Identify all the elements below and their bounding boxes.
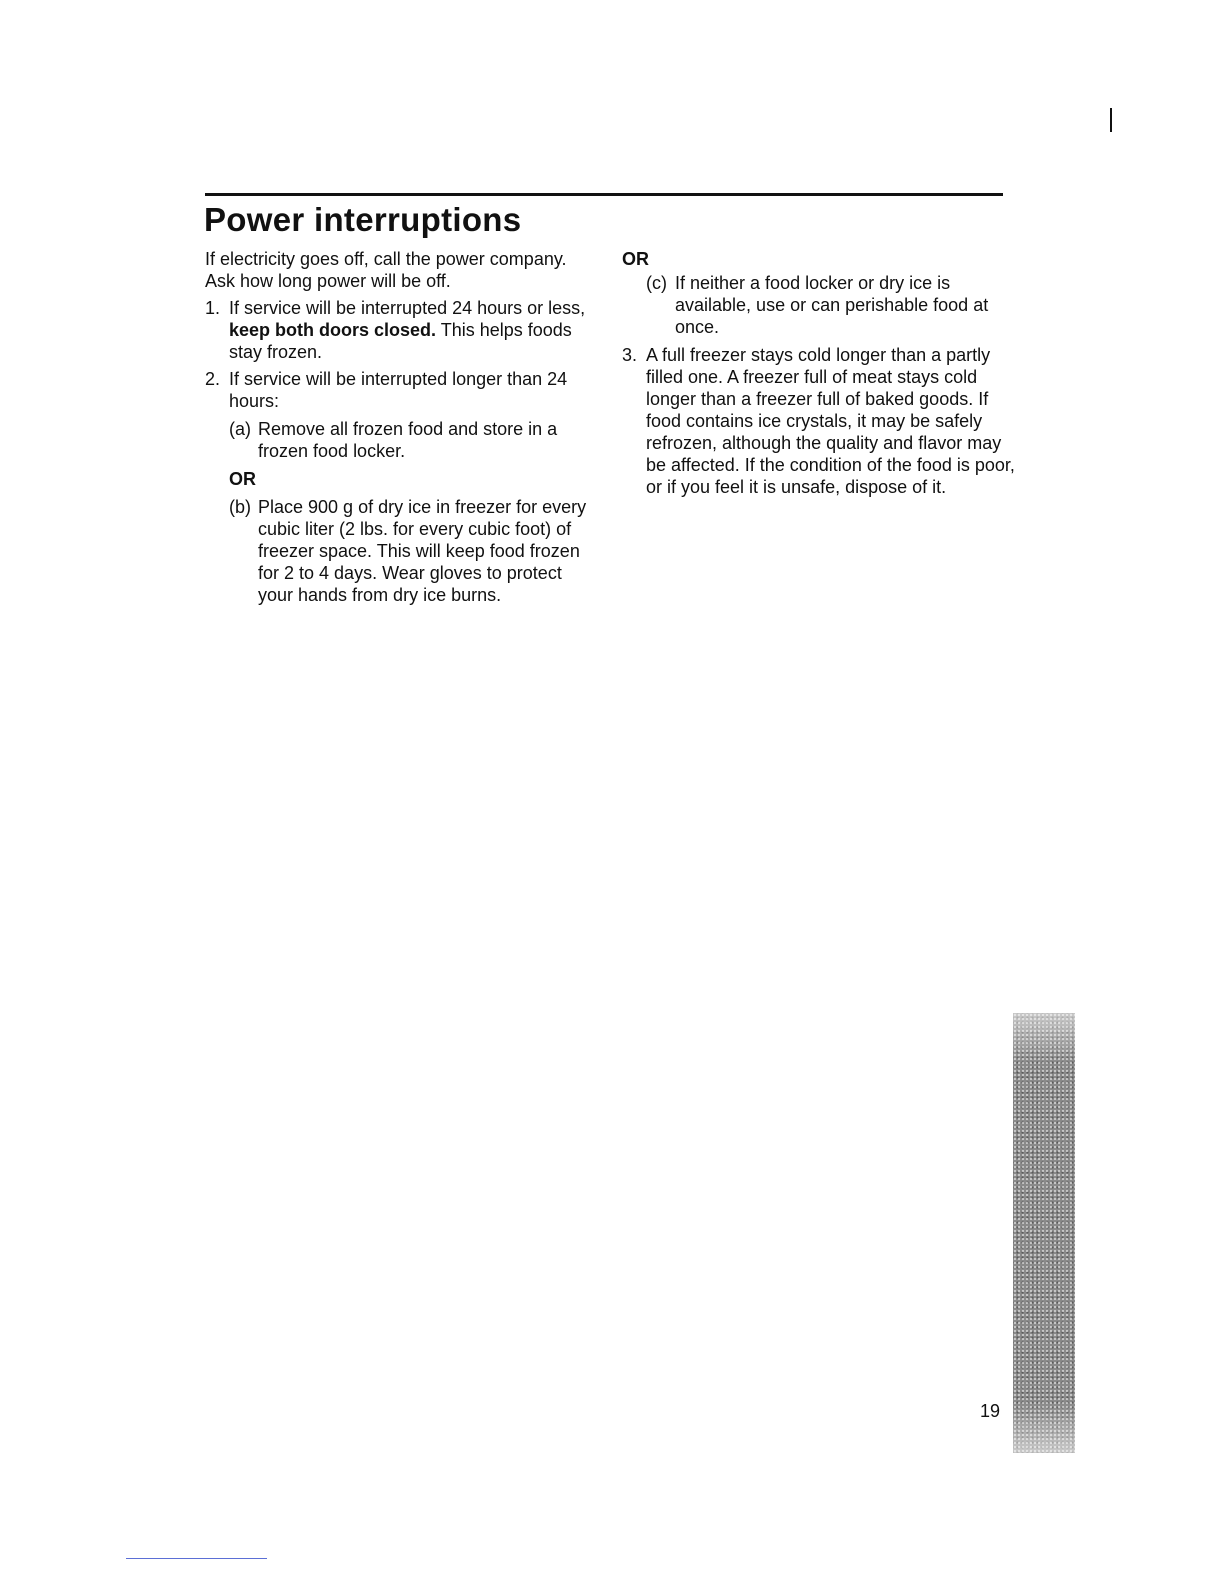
list-item-3	[622, 344, 1017, 498]
bottom-underline	[126, 1558, 267, 1559]
item1-text-before: If service will be interrupted 24 hours or less,	[229, 298, 586, 318]
intro-paragraph: If electricity goes off, call the power company. Ask how long power will be off.	[205, 249, 567, 291]
item1-text-after: This helps foods stay frozen.	[229, 320, 572, 362]
list-number: 2.	[205, 369, 221, 389]
or-label: OR	[622, 249, 649, 269]
list-item-1	[205, 297, 600, 363]
page-number: 19	[980, 1401, 1001, 1421]
sub-item-c-text: If neither a food locker or dry ice is available, use or can perishable food at once.	[675, 273, 989, 337]
sub-letter: (a)	[229, 419, 251, 439]
sub-item-a	[205, 418, 600, 462]
sub-letter: (b)	[229, 497, 251, 517]
or-label: OR	[229, 469, 256, 489]
page-title: Power interruptions	[204, 201, 522, 238]
item2-text: If service will be interrupted longer than 24 hours:	[229, 369, 568, 411]
item1-bold-text: keep both doors closed.	[229, 320, 437, 340]
sub-letter: (c)	[646, 273, 667, 293]
thumb-tab-marker	[1013, 1013, 1075, 1453]
thumb-tab-fade-top	[1013, 1013, 1075, 1063]
section-rule	[205, 193, 1003, 196]
sub-item-c	[622, 272, 1017, 338]
sub-item-b	[205, 496, 600, 606]
list-number: 1.	[205, 298, 221, 318]
thumb-tab-fade-bottom	[1013, 1403, 1075, 1453]
right-column	[622, 248, 1017, 498]
list-number: 3.	[622, 345, 638, 365]
item3-text: A full freezer stays cold longer than a partly filled one. A freezer full of meat stays cold longer than a freezer full of baked goods. If food contains ice crystals, it may be safely refrozen, although the quality and flavor may be affected. If the condition of the food is poor, or if you feel it is unsafe, dispose of it.	[646, 345, 1015, 497]
left-column	[205, 248, 600, 606]
margin-mark	[1110, 108, 1112, 132]
list-item-2	[205, 368, 600, 412]
sub-item-a-text: Remove all frozen food and store in a frozen food locker.	[258, 419, 558, 461]
sub-item-b-text: Place 900 g of dry ice in freezer for every cubic liter (2 lbs. for every cubic foot) of freezer space. This will keep food frozen for 2 to 4 days. Wear gloves to protect your hands from dry ice burns.	[258, 497, 587, 605]
